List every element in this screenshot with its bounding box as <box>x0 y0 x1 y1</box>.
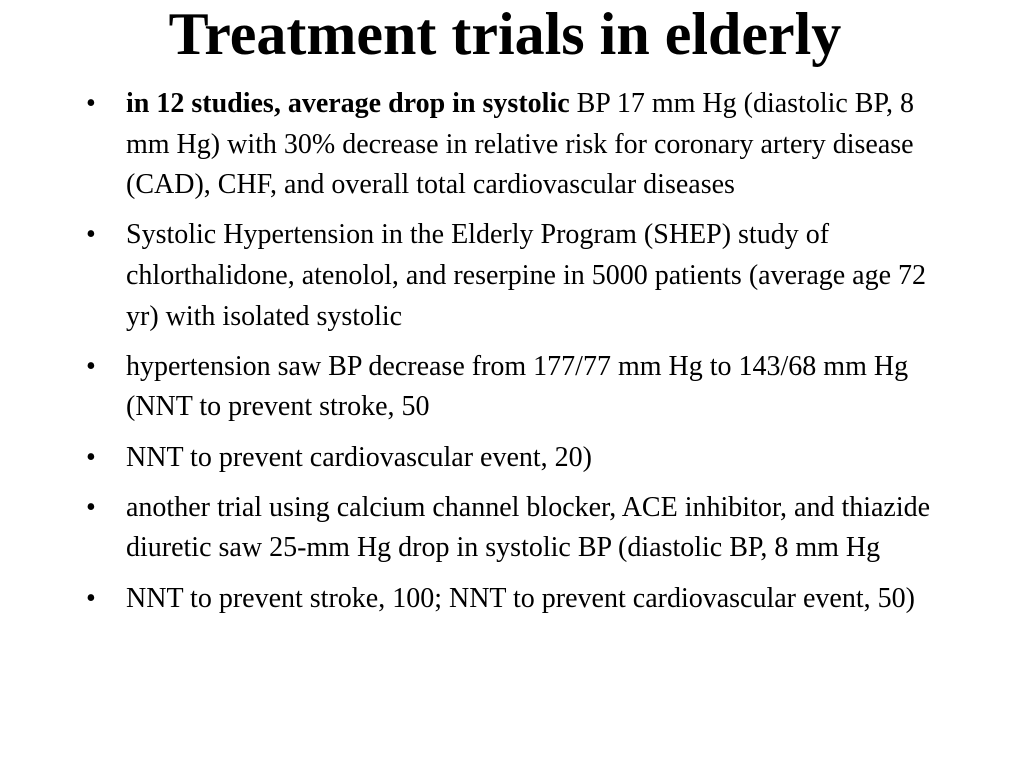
bullet-4-text: NNT to prevent cardiovascular event, 20) <box>126 441 592 473</box>
bullet-1-text: BP 17 mm Hg (diastolic BP, 8 mm Hg) with 30% decrease in relative risk for coronary artery disease (CAD), CHF, and overall total cardiovascular diseases <box>126 88 914 201</box>
bullet-item-6 <box>86 579 946 620</box>
bullet-5-text: another trial using calcium channel blocker, ACE inhibitor, and thiazide diuretic saw 25-mm Hg drop in systolic BP (diastolic BP, 8 mm Hg <box>126 491 931 564</box>
bullet-list <box>86 84 946 629</box>
bullet-icon: • <box>86 350 96 382</box>
bullet-icon: • <box>86 582 96 614</box>
bullet-icon: • <box>86 491 96 523</box>
bullet-item-2 <box>86 215 946 337</box>
bullet-item-3 <box>86 347 946 428</box>
bullet-icon: • <box>86 219 96 251</box>
slide-title: Treatment trials in elderly <box>168 1 842 67</box>
bullet-item-5 <box>86 488 946 569</box>
bullet-6-text: NNT to prevent stroke, 100; NNT to prevent cardiovascular event, 50) <box>126 582 915 614</box>
bullet-item-4 <box>86 438 946 479</box>
bullet-1-bold-text: in 12 studies, average drop in systolic <box>126 88 570 119</box>
bullet-item-1 <box>86 84 946 206</box>
bullet-2-text: Systolic Hypertension in the Elderly Program (SHEP) study of chlorthalidone, atenolol, and reserpine in 5000 patients (average age 72 yr) with isolated systolic <box>126 219 927 332</box>
bullet-icon: • <box>86 88 96 119</box>
bullet-icon: • <box>86 441 96 473</box>
bullet-3-text: hypertension saw BP decrease from 177/77 mm Hg to 143/68 mm Hg (NNT to prevent stroke, 50 <box>126 350 909 423</box>
